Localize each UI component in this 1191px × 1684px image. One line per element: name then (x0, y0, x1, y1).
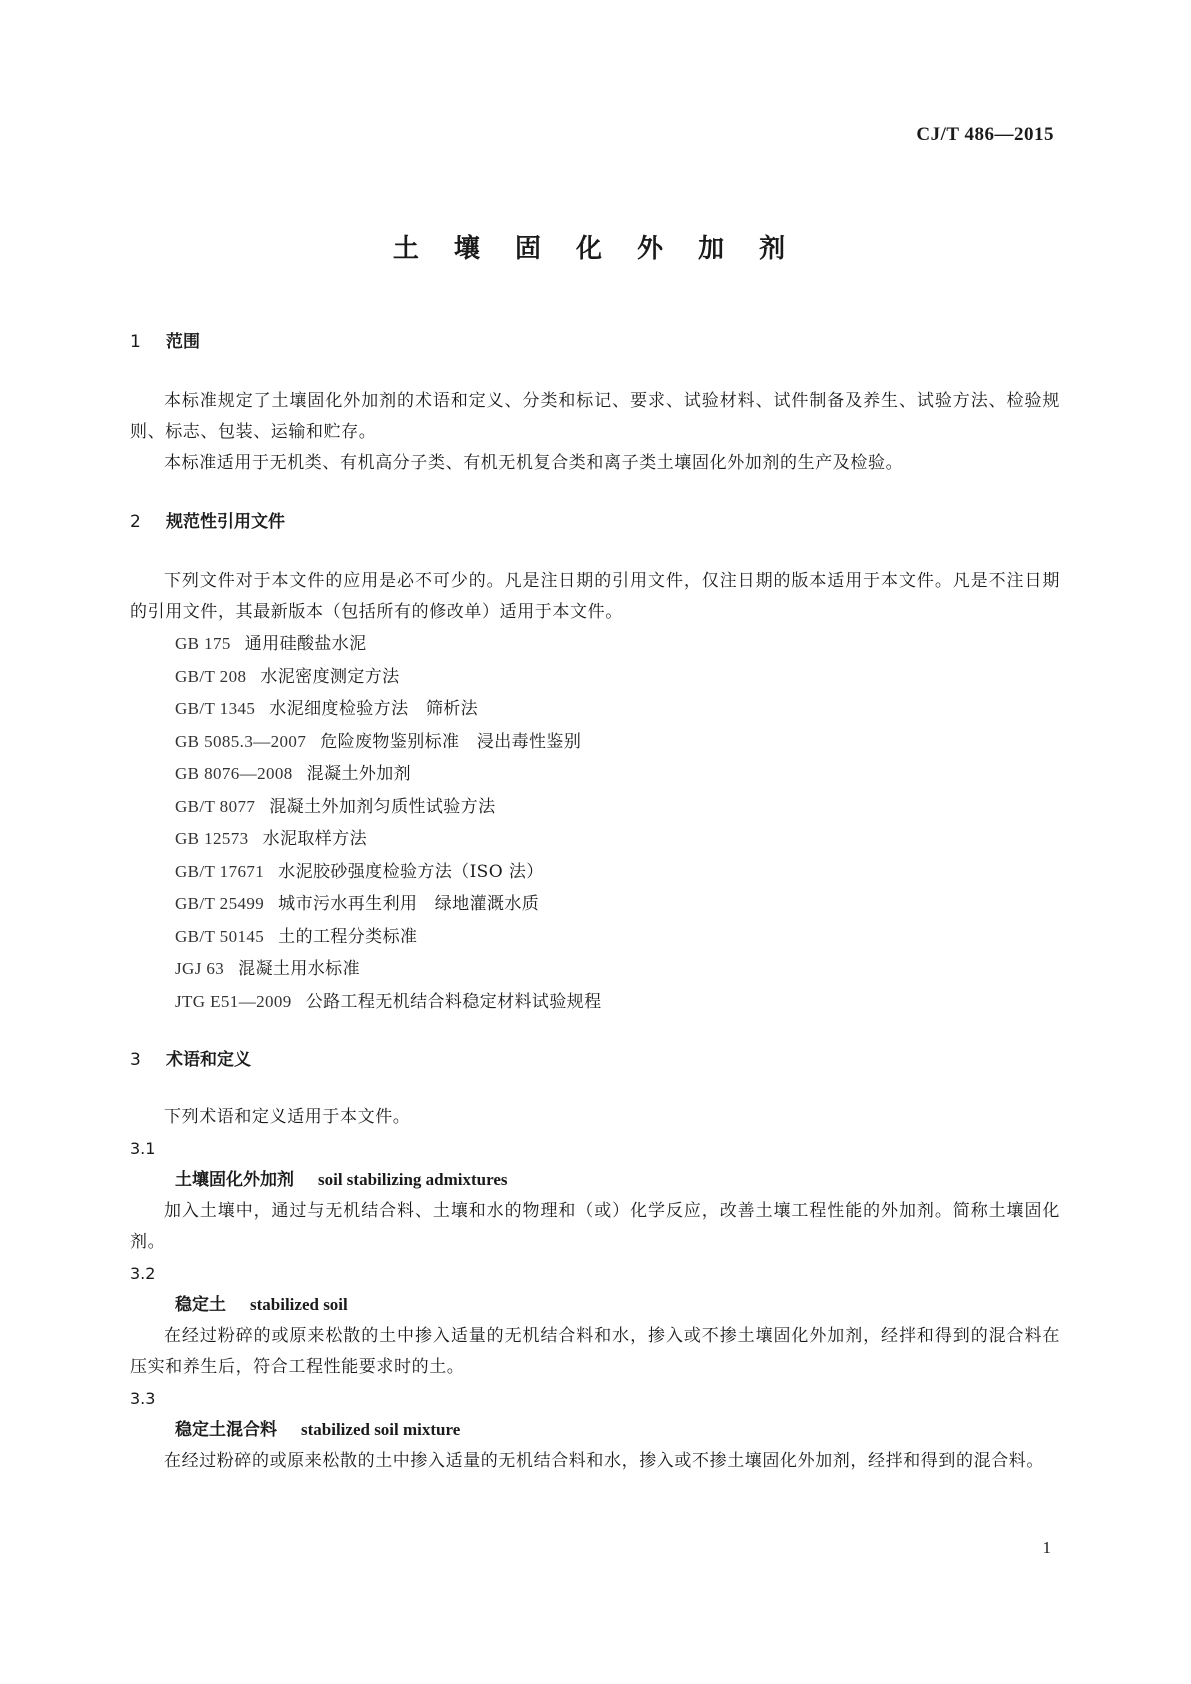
section-heading-terms (130, 1048, 1060, 1072)
section-heading-scope (130, 330, 1060, 354)
term-english: soil stabilizing admixtures (318, 1170, 508, 1189)
section-number: 1 (130, 332, 141, 352)
term-chinese: 稳定土混合料 (175, 1420, 277, 1440)
term-heading (130, 1289, 1060, 1321)
reference-code: GB/T 50145 (175, 926, 265, 946)
reference-item (130, 791, 1060, 824)
reference-title: 水泥胶砂强度检验方法（ISO 法） (278, 861, 544, 882)
reference-code: GB/T 17671 (175, 861, 265, 881)
reference-item (130, 758, 1060, 791)
reference-item (130, 726, 1060, 759)
term-definition: 在经过粉碎的或原来松散的土中掺入适量的无机结合料和水，掺入或不掺土壤固化外加剂，经拌和得到的混合料在压实和养生后，符合工程性能要求时的土。 (130, 1326, 1060, 1377)
reference-item (130, 856, 1060, 889)
reference-title: 公路工程无机结合料稳定材料试验规程 (305, 991, 602, 1012)
term-english: stabilized soil (250, 1295, 348, 1314)
term-heading (130, 1414, 1060, 1446)
term-number: 3.1 (130, 1139, 156, 1158)
term-definition: 在经过粉碎的或原来松散的土中掺入适量的无机结合料和水，掺入或不掺土壤固化外加剂，经拌和得到的混合料。 (164, 1451, 1044, 1471)
reference-code: GB/T 208 (175, 666, 247, 686)
reference-code: GB 175 (175, 634, 231, 653)
reference-title: 水泥密度测定方法 (260, 666, 400, 687)
section-title: 范围 (166, 332, 200, 352)
section-heading-normative-refs (130, 510, 1060, 534)
document-body (130, 330, 1060, 1477)
reference-list (130, 628, 1060, 1018)
reference-item (130, 823, 1060, 856)
reference-code: GB/T 8077 (175, 796, 256, 816)
reference-title: 危险废物鉴别标准 浸出毒性鉴别 (320, 731, 582, 752)
reference-title: 混凝土外加剂匀质性试验方法 (269, 796, 496, 817)
reference-item (130, 953, 1060, 986)
document-title: 土 壤 固 化 外 加 剂 (392, 234, 799, 264)
term-heading (130, 1164, 1060, 1196)
term-english: stabilized soil mixture (301, 1420, 461, 1439)
term-definition: 加入土壤中，通过与无机结合料、土壤和水的物理和（或）化学反应，改善土壤工程性能的外加剂。简称土壤固化剂。 (130, 1201, 1060, 1252)
refs-intro-paragraph: 下列文件对于本文件的应用是必不可少的。凡是注日期的引用文件，仅注日期的版本适用于本文件。凡是不注日期的引用文件，其最新版本（包括所有的修改单）适用于本文件。 (130, 571, 1060, 622)
reference-item (130, 986, 1060, 1019)
standard-code: CJ/T 486—2015 (916, 124, 1054, 145)
term-number: 3.3 (130, 1389, 156, 1408)
reference-title: 混凝土用水标准 (238, 959, 360, 979)
section-number: 2 (130, 512, 141, 532)
page-number: 1 (1042, 1538, 1051, 1557)
term-chinese: 稳定土 (175, 1295, 226, 1315)
reference-title: 混凝土外加剂 (306, 764, 412, 784)
reference-code: GB 12573 (175, 829, 249, 848)
reference-item (130, 921, 1060, 954)
reference-item (130, 661, 1060, 694)
reference-item (130, 628, 1060, 661)
term-chinese: 土壤固化外加剂 (175, 1170, 294, 1190)
reference-code: JGJ 63 (175, 959, 225, 978)
reference-code: GB/T 25499 (175, 894, 265, 913)
reference-code: GB 5085.3—2007 (175, 731, 307, 751)
reference-title: 土的工程分类标准 (278, 926, 418, 947)
terms-intro-paragraph: 下列术语和定义适用于本文件。 (164, 1107, 411, 1127)
reference-title: 城市污水再生利用 绿地灌溉水质 (278, 894, 540, 914)
reference-code: GB 8076—2008 (175, 764, 293, 783)
section-title: 术语和定义 (166, 1050, 251, 1070)
reference-title: 水泥细度检验方法 筛析法 (269, 699, 479, 719)
reference-code: GB/T 1345 (175, 699, 256, 718)
term-entry (130, 1133, 1060, 1258)
reference-item (130, 888, 1060, 921)
scope-paragraph: 本标准规定了土壤固化外加剂的术语和定义、分类和标记、要求、试验材料、试件制备及养生、试验方法、检验规则、标志、包装、运输和贮存。 (130, 391, 1060, 442)
term-number: 3.2 (130, 1264, 156, 1283)
term-entry (130, 1258, 1060, 1383)
scope-paragraph: 本标准适用于无机类、有机高分子类、有机无机复合类和离子类土壤固化外加剂的生产及检验。 (164, 453, 904, 473)
term-entry (130, 1383, 1060, 1477)
section-title: 规范性引用文件 (166, 512, 285, 532)
reference-item (130, 693, 1060, 726)
section-number: 3 (130, 1050, 141, 1070)
reference-title: 通用硅酸盐水泥 (244, 634, 367, 654)
reference-title: 水泥取样方法 (262, 829, 367, 849)
reference-code: JTG E51—2009 (175, 991, 292, 1011)
